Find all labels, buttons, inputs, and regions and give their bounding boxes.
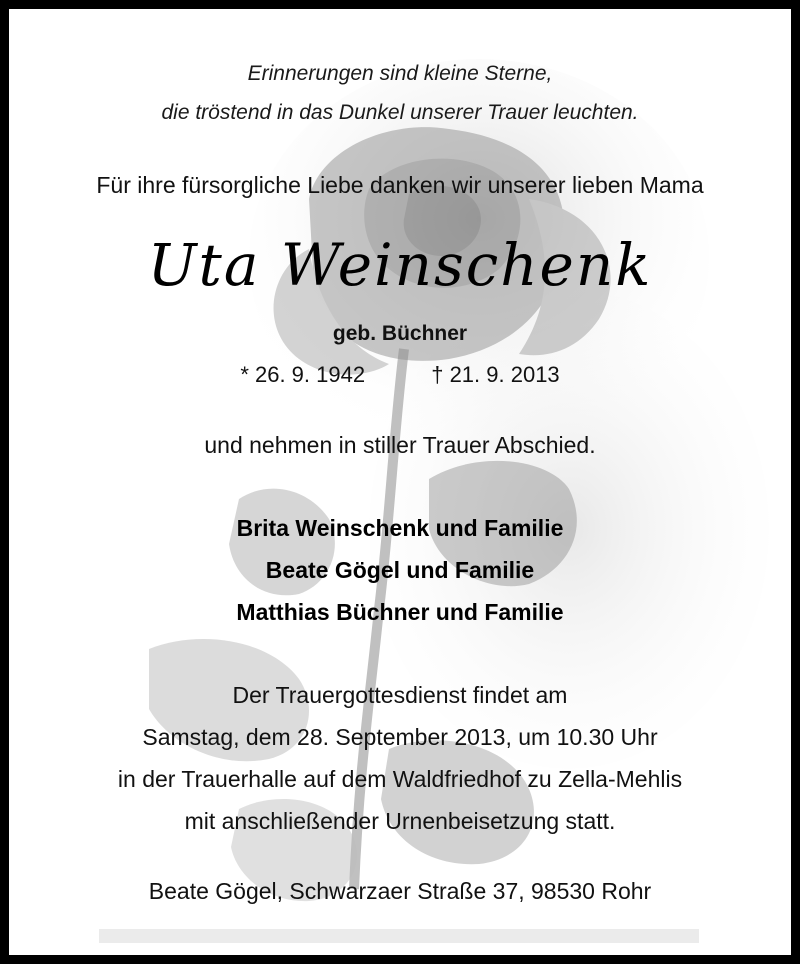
mourner-2: Beate Gögel und Familie <box>265 557 535 583</box>
motto-line-2: die tröstend in das Dunkel unserer Trauer leuchten. <box>161 101 639 124</box>
service-line-2: Samstag, dem 28. September 2013, um 10.30 Uhr <box>142 724 658 750</box>
death-date: † 21. 9. 2013 <box>431 362 560 387</box>
life-dates <box>9 362 791 388</box>
deceased-name: Uta Weinschenk <box>147 231 653 299</box>
service-line-4: mit anschließender Urnenbeisetzung statt. <box>184 808 616 834</box>
contact-address: Beate Gögel, Schwarzaer Straße 37, 98530 Rohr <box>148 878 652 904</box>
mourner-1: Brita Weinschenk und Familie <box>236 515 564 541</box>
birth-date: * 26. 9. 1942 <box>240 362 366 387</box>
birth-name: geb. Büchner <box>332 322 468 345</box>
notice-content <box>9 9 791 955</box>
farewell-line: und nehmen in stiller Trauer Abschied. <box>204 432 596 458</box>
service-line-1: Der Trauergottesdienst findet am <box>232 682 568 708</box>
mourner-3: Matthias Büchner und Familie <box>236 599 564 625</box>
thanks-line: Für ihre fürsorgliche Liebe danken wir unserer lieben Mama <box>96 172 704 198</box>
service-line-3: in der Trauerhalle auf dem Waldfriedhof zu Zella-Mehlis <box>117 766 683 792</box>
motto-line-1: Erinnerungen sind kleine Sterne, <box>247 62 553 85</box>
